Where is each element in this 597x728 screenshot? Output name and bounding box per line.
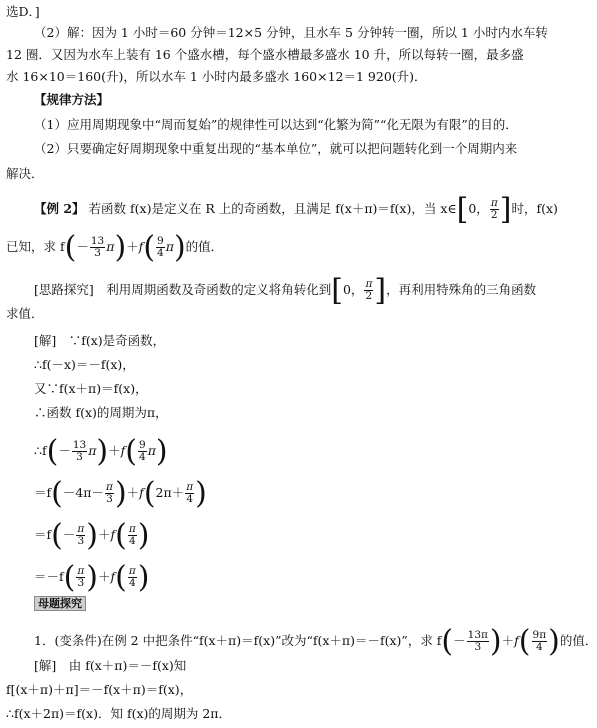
solution-line-2: ∴f(－x)＝－f(x)， <box>34 357 135 372</box>
line-solution-2c: 水 16×10＝160(升)，所以水车 1 小时内最多盛水 160×12＝1 920(升)． <box>6 69 427 84</box>
interval-zero: 0， <box>468 201 489 216</box>
fraction-9-over-4: $\frac{9}{4}$ <box>157 235 164 259</box>
fraction-pi-over-2: $\frac{\pi}{2}$ <box>490 197 498 221</box>
line-solution-2a: （2）解：因为 1 小时＝60 分钟＝12×5 分钟，且水车 5 分钟转一圈，所以 1 小时内水车转 <box>34 25 548 40</box>
solution-line-1: [解] ∵f(x)是奇函数， <box>34 333 166 348</box>
example-2-line <box>34 192 558 227</box>
solution-step-2: ＝f(－4π－ $\frac{\pi}{3}$ )＋f(2π＋ $\frac{\pi}{4}$ ) <box>34 476 207 511</box>
thinking-line-end: 求值． <box>6 306 44 321</box>
example-2-label: 【例 2】 <box>34 201 85 216</box>
solution-step-4: ＝－f( $\frac{\pi}{3}$ )＋f( $\frac{\pi}{4}$ ) <box>34 560 150 595</box>
variant-question: 1．(变条件)在例 2 中把条件“f(x＋π)＝f(x)”改为“f(x＋π)＝－f(x)”，求 f(－ $\frac{13\pi}{3}$ )＋f( $\frac{9\pi}{4}$ )的值． <box>34 624 597 659</box>
mother-problem-tag: 母题探究 <box>34 596 86 611</box>
bracket-right-icon: ] <box>499 192 512 227</box>
line-answer-d: 选D．] <box>6 4 40 19</box>
solution-line-3: 又∵f(x＋π)＝f(x)， <box>34 381 148 396</box>
line-method-2-end: 解决． <box>6 166 44 181</box>
example-2-text: 若函数 f(x)是定义在 R 上的奇函数，且满足 f(x＋π)＝f(x)，当 x∈ <box>88 201 457 216</box>
heading-rule-method: 【规律方法】 <box>34 92 110 107</box>
fraction-13-over-3: $\frac{13}{3}$ <box>90 235 105 259</box>
example-2-question: 已知，求 f(－ $\frac{13}{3}$ π)＋f( $\frac{9}{4}$ π)的值． <box>6 230 224 265</box>
line-method-2: （2）只要确定好周期现象中重复出现的“基本单位”，就可以把问题转化到一个周期内来 <box>34 141 518 156</box>
line-method-1: （1）应用周期现象中“周而复始”的规律性可以达到“化繁为简”“化无限为有限”的目的． <box>34 117 518 132</box>
variant-solution-2: f[(x＋π)＋π]＝－f(x＋π)＝f(x)， <box>6 682 193 697</box>
bracket-left-icon: [ <box>456 192 469 227</box>
solution-step-1: ∴f(－ $\frac{13}{3}$ π)＋f( $\frac{9}{4}$ π) <box>34 434 168 469</box>
solution-line-4: ∴函数 f(x)的周期为π， <box>34 405 168 420</box>
example-2-text-end: 时，f(x) <box>511 201 558 216</box>
line-solution-2b: 12 圈．又因为水车上装有 16 个盛水槽，每个盛水槽最多盛水 10 升，所以每转一圈，最多盛 <box>6 47 524 62</box>
variant-solution-3: ∴f(x＋2π)＝f(x)．知 f(x)的周期为 2π． <box>6 706 232 721</box>
variant-solution-1: [解] 由 f(x＋π)＝－f(x)知 <box>34 658 187 673</box>
thinking-line: [思路探究] 利用周期函数及奇函数的定义将角转化到[0， $\frac{\pi}{2}$ ]，再利用特殊角的三角函数 <box>34 273 537 308</box>
solution-step-3: ＝f(－ $\frac{\pi}{3}$ )＋f( $\frac{\pi}{4}$ ) <box>34 518 150 553</box>
